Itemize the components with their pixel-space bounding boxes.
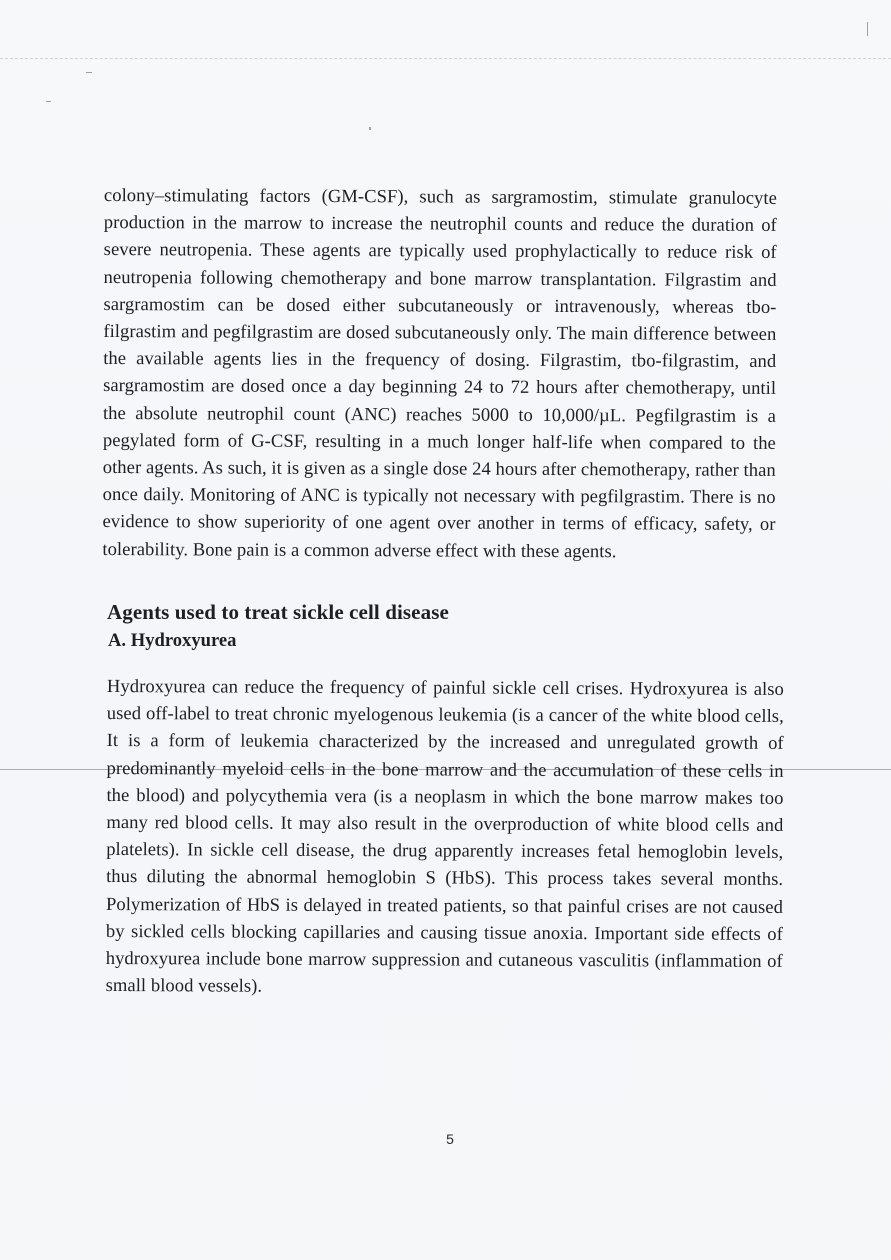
scan-speck: [86, 72, 92, 73]
page-number-container: [0, 1131, 891, 1147]
page-number: 5: [446, 1131, 454, 1147]
scan-fold-line-top: [0, 58, 891, 59]
scan-speck: [369, 127, 371, 130]
scan-speck: [867, 22, 868, 36]
subsection-heading: A. Hydroxyurea: [108, 630, 237, 651]
scan-speck: [46, 101, 51, 102]
intro-paragraph: colony–stimulating factors (GM-CSF), such as sargramostim, stimulate granulocyte production in the marrow to increase the neutrophil counts and reduce the duration of severe neutropenia. These agents are typically used prophylactically to reduce risk of neutropenia following chemotherapy and bone marrow transplantation. Filgrastim and sargramostim can be dosed either subcutaneously or intravenously, whereas tbo-filgrastim and pegfilgrastim are dosed subcutaneously only. The main difference between the available agents lies in the frequency of dosing. Filgrastim, tbo-filgrastim, and sargramostim are dosed once a day beginning 24 to 72 hours after chemotherapy, until the absolute neutrophil count (ANC) reaches 5000 to 10,000/µL. Pegfilgrastim is a pegylated form of G-CSF, resulting in a much longer half-life when compared to the other agents. As such, it is given as a single dose 24 hours after chemotherapy, rather than once daily. Monitoring of ANC is typically not necessary with pegfilgrastim. There is no evidence to show superiority of one agent over another in terms of efficacy, safety, or tolerability. Bone pain is a common adverse effect with these agents.: [102, 184, 777, 562]
hydroxyurea-paragraph: Hydroxyurea can reduce the frequency of painful sickle cell crises. Hydroxyurea is also used off-label to treat chronic myelogenous leukemia (is a cancer of the white blood cells, It is a form of leukemia characterized by the increased and unregulated growth of predominantly myeloid cells in the bone marrow and the accumulation of these cells in the blood) and polycythemia vera (is a neoplasm in which the bone marrow makes too many red blood cells. It may also result in the overproduction of white blood cells and platelets). In sickle cell disease, the drug apparently increases fetal hemoglobin levels, thus diluting the abnormal hemoglobin S (HbS). This process takes several months. Polymerization of HbS is delayed in treated patients, so that painful crises are not caused by sickled cells blocking capillaries and causing tissue anoxia. Important side effects of hydroxyurea include bone marrow suppression and cutaneous vasculitis (inflammation of small blood vessels).: [105, 675, 784, 997]
section-heading: Agents used to treat sickle cell disease: [107, 600, 449, 624]
